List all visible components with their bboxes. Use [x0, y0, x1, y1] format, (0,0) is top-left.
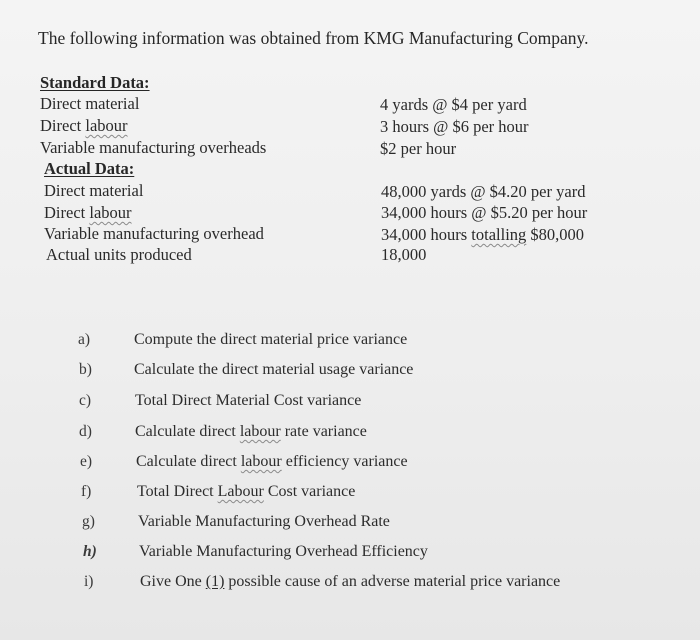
actual-variable-overhead-value [381, 225, 584, 245]
question-text-pre: Total Direct [137, 483, 218, 500]
question-letter: f) [81, 483, 92, 500]
standard-variable-overhead-label: Variable manufacturing overheads [40, 138, 267, 157]
question-text [137, 482, 355, 502]
actual-variable-overhead-label: Variable manufacturing overhead [44, 224, 264, 243]
standard-direct-material-label: Direct material [40, 94, 140, 113]
standard-direct-material-value: 4 yards @ $4 per yard [380, 95, 527, 114]
actual-direct-labour-label-pre: Direct [44, 203, 90, 222]
standard-direct-labour-value: 3 hours @ $6 per hour [380, 117, 529, 136]
question-text: Total Direct Material Cost variance [135, 392, 362, 409]
question-text-underlined: (1) [205, 573, 225, 590]
actual-variable-overhead-value-post: $80,000 [526, 225, 585, 244]
question-letter: h) [83, 543, 97, 560]
question-text: Compute the direct material price variance [134, 331, 408, 348]
actual-direct-labour-value: 34,000 hours @ $5.20 per hour [381, 203, 588, 222]
standard-variable-overhead-value: $2 per hour [380, 139, 457, 158]
question-text-post: efficiency variance [281, 453, 408, 470]
standard-data-title: Standard Data: [40, 73, 150, 92]
question-letter: g) [82, 513, 95, 530]
spellcheck-flag: labour [85, 116, 128, 135]
actual-direct-material-value: 48,000 yards @ $4.20 per yard [381, 182, 586, 201]
question-letter: c) [79, 392, 92, 409]
question-text: Variable Manufacturing Overhead Rate [138, 513, 390, 530]
question-text-post: possible cause of an adverse material price variance [224, 573, 561, 590]
standard-direct-labour-label-pre: Direct [40, 116, 86, 135]
question-text: Variable Manufacturing Overhead Efficiency [139, 543, 428, 560]
question-text-post: rate variance [280, 423, 367, 440]
page-heading: The following information was obtained from KMG Manufacturing Company. [38, 28, 589, 48]
actual-direct-labour-label [44, 203, 132, 223]
actual-units-produced-value: 18,000 [381, 245, 427, 264]
question-text-post: Cost variance [263, 483, 356, 500]
actual-direct-material-label: Direct material [44, 181, 144, 200]
spellcheck-flag: totalling [471, 225, 527, 244]
spellcheck-flag: labour [240, 453, 282, 470]
question-text [135, 422, 367, 442]
question-text: Calculate the direct material usage variance [134, 361, 414, 378]
question-letter: b) [79, 361, 92, 378]
spellcheck-flag: labour [239, 423, 281, 440]
actual-variable-overhead-value-pre: 34,000 hours [381, 225, 472, 244]
question-letter: a) [78, 331, 91, 348]
question-letter: e) [80, 453, 93, 470]
spellcheck-flag: Labour [217, 483, 264, 500]
question-text [136, 452, 408, 472]
standard-direct-labour-label [40, 116, 128, 136]
actual-units-produced-label: Actual units produced [46, 245, 192, 264]
question-text [140, 572, 560, 592]
question-letter: i) [84, 573, 94, 590]
question-text-pre: Give One [140, 573, 206, 590]
question-text-pre: Calculate direct [136, 453, 241, 470]
spellcheck-flag: labour [89, 203, 132, 222]
actual-data-title: Actual Data: [44, 159, 135, 178]
question-text-pre: Calculate direct [135, 423, 240, 440]
question-letter: d) [79, 423, 92, 440]
